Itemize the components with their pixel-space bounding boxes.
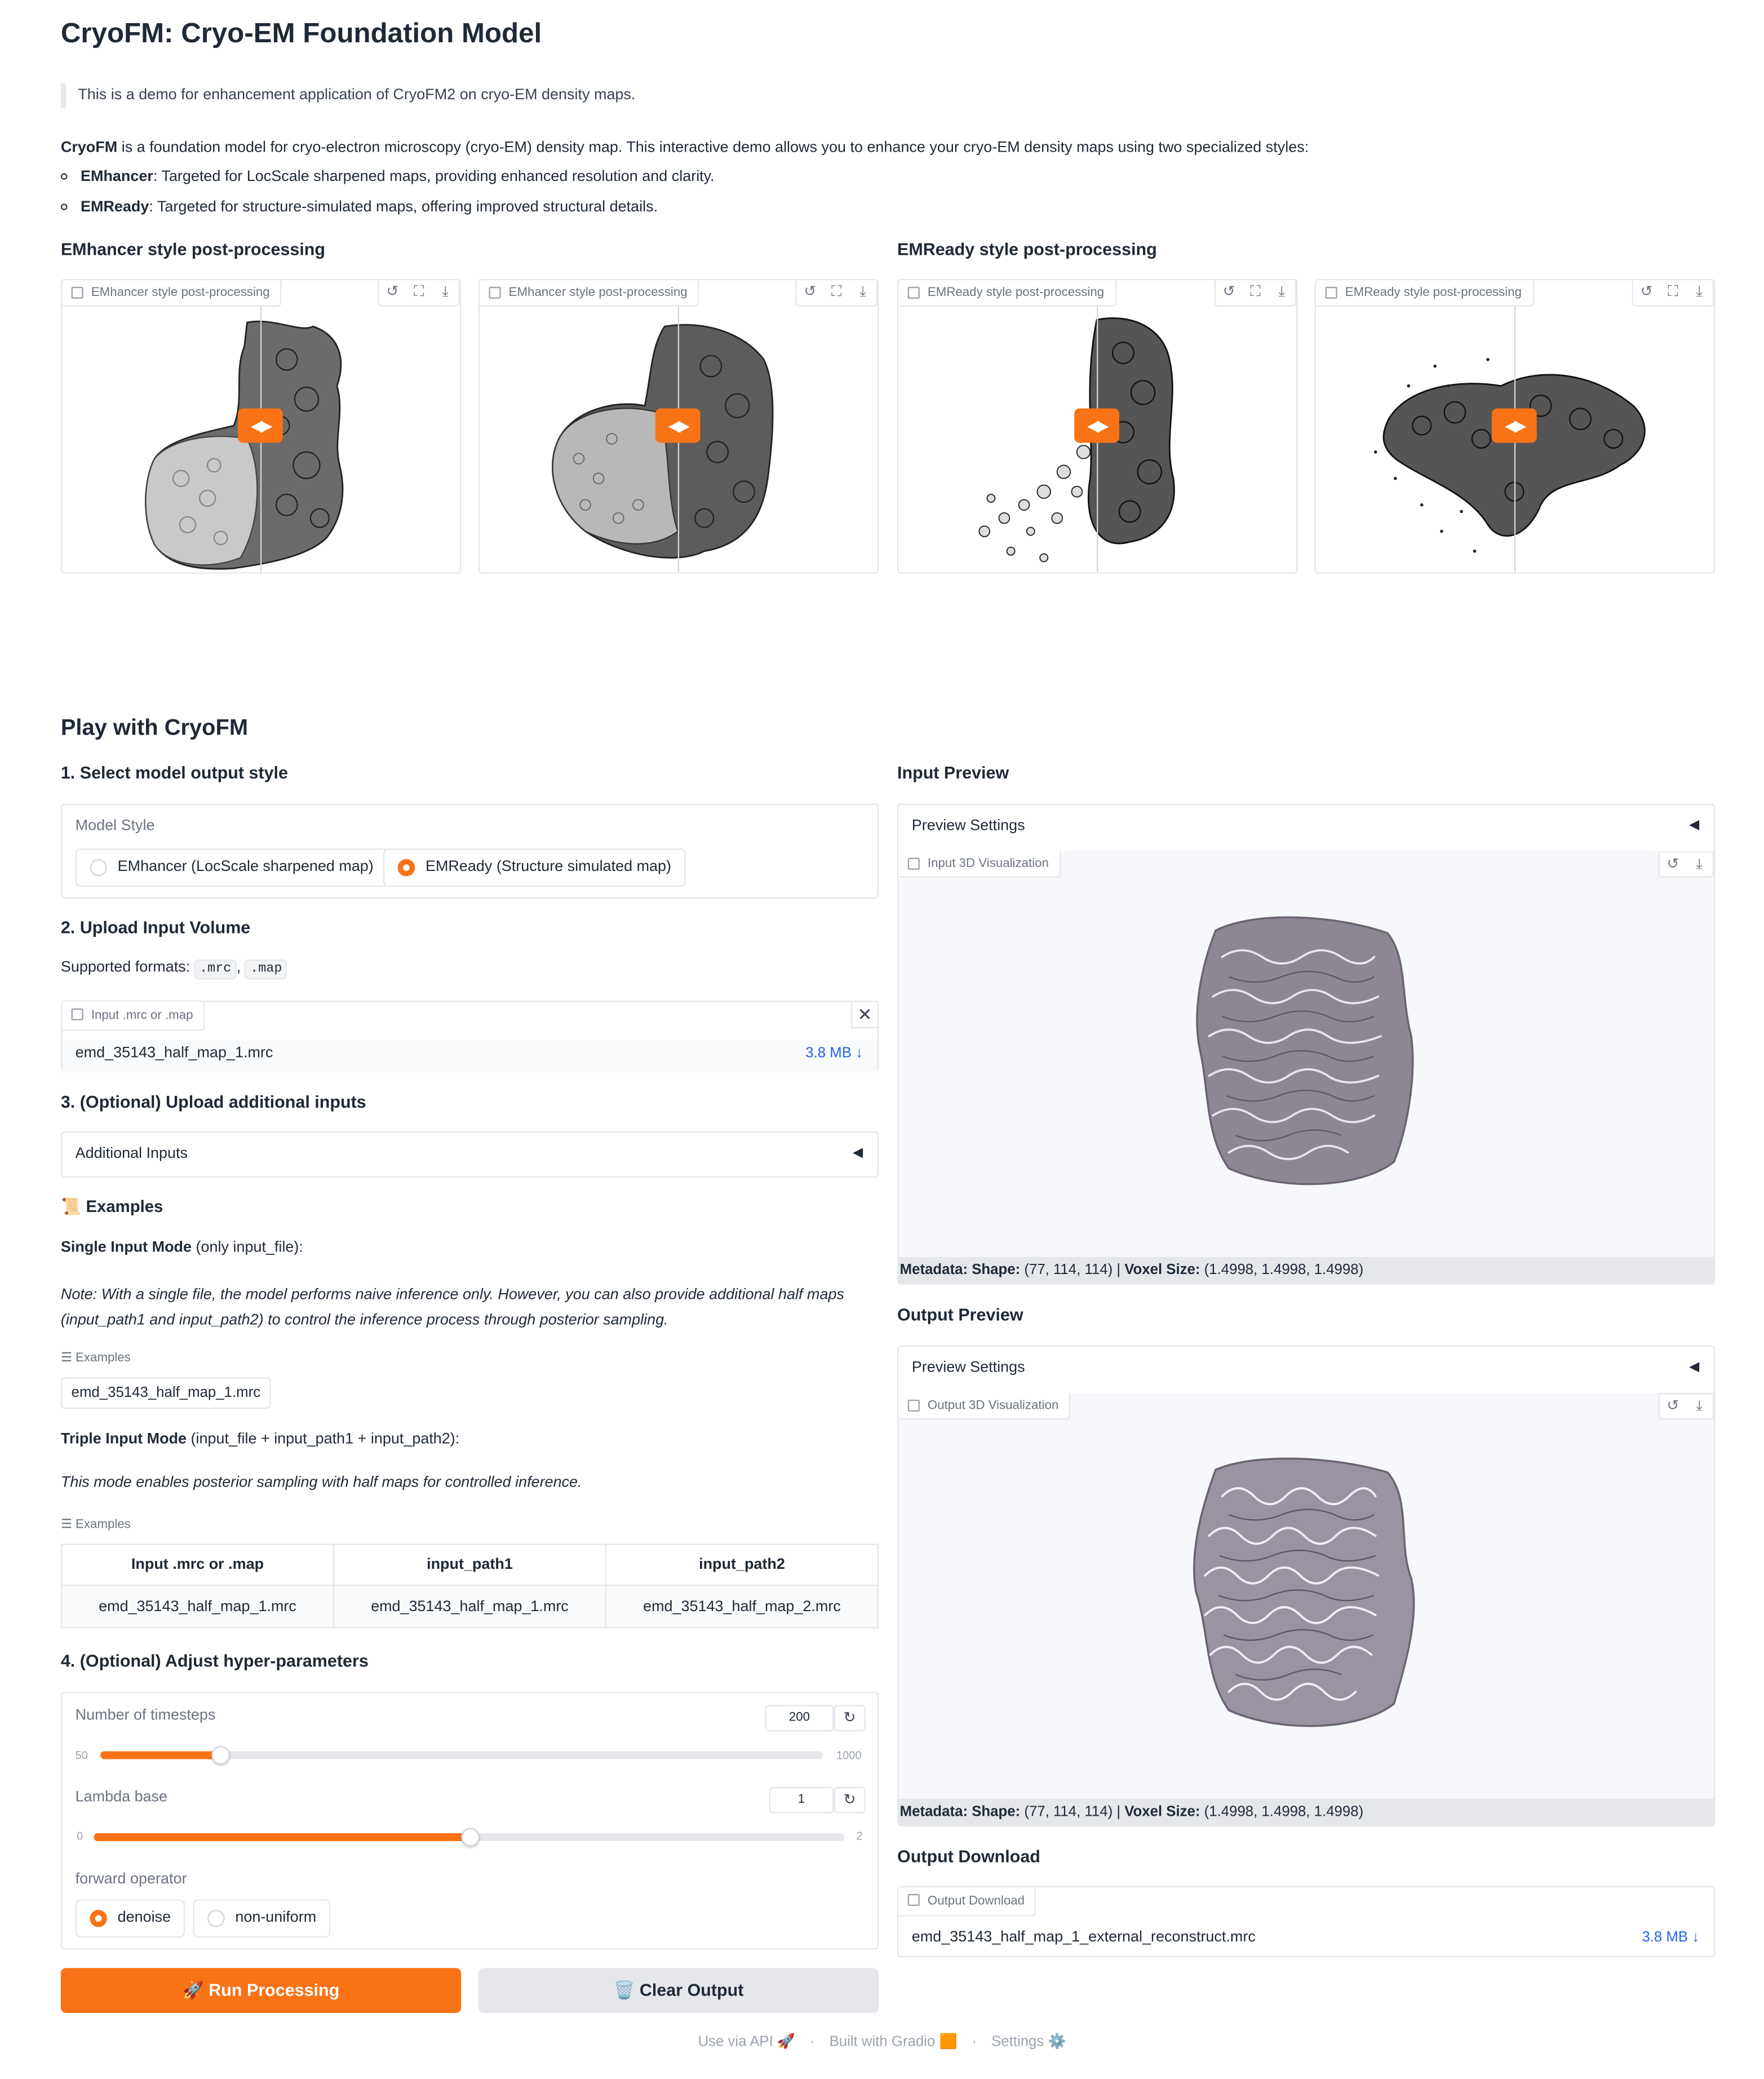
- download-icon[interactable]: ⤓: [1278, 284, 1285, 300]
- radio-circle: [207, 1910, 224, 1927]
- image-slider-4[interactable]: [1315, 279, 1715, 574]
- emready-heading: EMReady style post-processing: [897, 239, 1157, 259]
- output-preview-heading: Output Preview: [897, 1304, 1023, 1325]
- reset-icon[interactable]: ↻: [834, 1705, 865, 1732]
- step4-heading: 4. (Optional) Adjust hyper-parameters: [60, 1651, 369, 1671]
- slider-handle-icon[interactable]: ◀▶: [238, 408, 283, 443]
- step2-heading: 2. Upload Input Volume: [60, 917, 251, 937]
- preview-settings-label[interactable]: Preview Settings: [911, 1360, 1025, 1376]
- intro-bold: CryoFM: [60, 140, 118, 156]
- run-processing-button[interactable]: 🚀 Run Processing: [61, 1968, 461, 2013]
- viz-toolbar: [1658, 851, 1713, 878]
- radio-circle-selected: [90, 1910, 107, 1927]
- file-icon: [908, 1894, 920, 1906]
- image-label: EMhancer style post-processing: [62, 280, 282, 307]
- image-label: EMReady style post-processing: [898, 280, 1116, 307]
- download-icon[interactable]: ⤓: [1696, 856, 1703, 873]
- image-icon: [72, 287, 83, 299]
- lambda-input[interactable]: 1: [769, 1787, 834, 1813]
- image-toolbar: [1632, 280, 1714, 307]
- supported-formats: Supported formats: .mrc , .map: [61, 959, 287, 976]
- lambda-label: Lambda base: [75, 1789, 168, 1806]
- radio-circle-selected: [398, 859, 415, 876]
- image-icon: [908, 287, 920, 299]
- reset-icon[interactable]: ↻: [834, 1787, 865, 1813]
- timesteps-label: Number of timesteps: [75, 1708, 216, 1724]
- bullet-text: : Targeted for LocScale sharpened maps, providing enhanced resolution and clarity.: [153, 169, 715, 185]
- output-file-size[interactable]: 3.8 MB ↓: [1642, 1930, 1700, 1946]
- undo-icon[interactable]: ↺: [386, 284, 399, 300]
- slider-thumb[interactable]: [461, 1828, 480, 1847]
- additional-inputs-label: Additional Inputs: [75, 1145, 188, 1162]
- file-icon: [908, 1400, 920, 1412]
- fullscreen-icon[interactable]: ⛶: [414, 284, 424, 300]
- image-slider-1[interactable]: [61, 279, 461, 574]
- output-download-box[interactable]: [897, 1886, 1715, 1958]
- output-preview-panel: [897, 1346, 1715, 1826]
- output-download-heading: Output Download: [897, 1846, 1040, 1866]
- file-icon: [72, 1008, 83, 1020]
- fullscreen-icon[interactable]: ⛶: [1250, 284, 1261, 300]
- fullscreen-icon[interactable]: ⛶: [831, 284, 842, 300]
- clear-output-button[interactable]: 🗑️ Clear Output: [478, 1968, 879, 2013]
- input-metadata: Metadata: Shape: (77, 114, 114) | Voxel Size: (1.4998, 1.4998, 1.4998): [898, 1257, 1714, 1284]
- forward-operator-label: forward operator: [75, 1871, 187, 1888]
- output-3d-viewer[interactable]: [898, 1393, 1714, 1799]
- radio-emhancer[interactable]: EMhancer (LocScale sharpened map): [76, 848, 388, 887]
- undo-icon[interactable]: ↺: [804, 284, 817, 300]
- settings-link[interactable]: Settings ⚙️: [991, 2034, 1066, 2050]
- bullet-text: : Targeted for structure-simulated maps, offering improved structural details.: [149, 200, 658, 216]
- image-toolbar: [795, 280, 877, 307]
- list-icon: ☰: [60, 1517, 76, 1532]
- format-map: .map: [245, 959, 287, 979]
- upload-file-size[interactable]: 3.8 MB ↓: [805, 1045, 863, 1061]
- bullet-bold: EMReady: [81, 200, 149, 216]
- undo-icon[interactable]: ↺: [1222, 284, 1235, 300]
- built-with-gradio-link[interactable]: Built with Gradio 🟧: [829, 2034, 958, 2050]
- table-cell[interactable]: emd_35143_half_map_2.mrc: [606, 1585, 878, 1627]
- timesteps-input[interactable]: 200: [765, 1705, 834, 1732]
- table-header-row: [61, 1545, 878, 1586]
- output-metadata: Metadata: Shape: (77, 114, 114) | Voxel Size: (1.4998, 1.4998, 1.4998): [898, 1799, 1714, 1825]
- download-icon[interactable]: ⤓: [859, 284, 866, 300]
- examples-table: [61, 1543, 879, 1628]
- collapse-arrow-icon[interactable]: ◀: [852, 1145, 863, 1161]
- emhancer-heading: EMhancer style post-processing: [60, 239, 326, 259]
- table-header: input_path2: [606, 1545, 878, 1586]
- single-example-button[interactable]: emd_35143_half_map_1.mrc: [61, 1377, 271, 1409]
- upload-file-name[interactable]: emd_35143_half_map_1.mrc: [75, 1045, 273, 1061]
- input-preview-panel: [897, 804, 1715, 1285]
- slider-thumb[interactable]: [211, 1746, 230, 1764]
- model-style-label: Model Style: [75, 818, 155, 834]
- single-mode-text: Single Input Mode (only input_file):: [60, 1240, 303, 1256]
- undo-icon[interactable]: ↺: [1667, 1398, 1679, 1414]
- table-header: Input .mrc or .map: [61, 1545, 334, 1586]
- undo-icon[interactable]: ↺: [1640, 284, 1653, 300]
- download-icon[interactable]: ⤓: [1696, 1398, 1703, 1414]
- list-icon: ☰: [60, 1351, 76, 1365]
- input-3d-viewer[interactable]: [898, 851, 1714, 1257]
- viz-label: Input 3D Visualization: [898, 851, 1061, 878]
- triple-mode-text: Triple Input Mode (input_file + input_path1 + input_path2):: [60, 1431, 460, 1448]
- table-header: input_path1: [334, 1545, 606, 1586]
- image-label: EMReady style post-processing: [1316, 280, 1533, 307]
- image-toolbar: [378, 280, 460, 307]
- slider-handle-icon[interactable]: ◀▶: [655, 408, 701, 443]
- slider-fill: [94, 1833, 469, 1841]
- image-label: EMhancer style post-processing: [480, 280, 699, 307]
- image-slider-3[interactable]: [897, 279, 1297, 574]
- examples-label: ☰ Examples: [60, 1517, 131, 1532]
- radio-non-uniform[interactable]: non-uniform: [193, 1899, 331, 1938]
- intro-text: is a foundation model for cryo-electron microscopy (cryo-EM) density map. This interactive demo allows you to enhance your cryo-EM density maps using two specialized styles:: [117, 140, 1309, 156]
- radio-circle: [90, 859, 107, 876]
- output-file-name[interactable]: emd_35143_half_map_1_external_reconstruct.mrc: [911, 1930, 1256, 1946]
- input-volume-render: [1176, 904, 1427, 1202]
- upload-label: Input .mrc or .map: [62, 1002, 205, 1031]
- examples-label: ☰ Examples: [60, 1351, 131, 1365]
- viz-toolbar: [1658, 1393, 1713, 1419]
- image-icon: [489, 287, 501, 299]
- collapse-arrow-icon[interactable]: ◀: [1689, 1360, 1700, 1375]
- demo-quote: This is a demo for enhancement application of CryoFM2 on cryo-EM density maps.: [61, 83, 636, 109]
- lambda-min: 0: [76, 1829, 83, 1843]
- close-icon[interactable]: ✕: [851, 1002, 877, 1028]
- timesteps-max: 1000: [836, 1748, 862, 1762]
- image-slider-2[interactable]: [478, 279, 879, 574]
- footer: Use via API 🚀 · Built with Gradio 🟧 · Settings ⚙️: [698, 2034, 1066, 2050]
- image-icon: [1326, 287, 1337, 299]
- additional-inputs-accordion[interactable]: [61, 1131, 879, 1178]
- timesteps-slider[interactable]: [100, 1751, 823, 1759]
- download-icon[interactable]: ⤓: [1696, 284, 1703, 300]
- use-via-api-link[interactable]: Use via API 🚀: [698, 2034, 796, 2050]
- step3-heading: 3. (Optional) Upload additional inputs: [60, 1091, 366, 1112]
- page-title: CryoFM: Cryo-EM Foundation Model: [60, 18, 542, 49]
- radio-emready[interactable]: EMReady (Structure simulated map): [383, 848, 686, 887]
- viz-label: Output 3D Visualization: [898, 1393, 1070, 1419]
- single-mode-note: Note: With a single file, the model performs naive inference only. However, you can also provide additional half maps (input_path1 and input_path2) to control the inference process through posterior sampling.: [60, 1287, 844, 1329]
- file-upload[interactable]: [61, 1001, 879, 1072]
- image-toolbar: [1215, 280, 1296, 307]
- hyperparams-card: [61, 1692, 879, 1949]
- table-row[interactable]: [61, 1585, 878, 1627]
- output-volume-render: [1176, 1446, 1427, 1744]
- step1-heading: 1. Select model output style: [60, 762, 288, 783]
- lambda-slider[interactable]: [94, 1833, 844, 1841]
- slider-handle-icon[interactable]: ◀▶: [1492, 408, 1537, 443]
- input-preview-heading: Input Preview: [897, 762, 1009, 783]
- examples-heading: 📜 Examples: [60, 1197, 163, 1217]
- preview-settings-label[interactable]: Preview Settings: [911, 818, 1025, 834]
- play-heading: Play with CryoFM: [60, 715, 249, 740]
- bullet-emhancer: [61, 169, 715, 185]
- model-style-group: [61, 804, 879, 899]
- undo-icon[interactable]: ↺: [1667, 856, 1679, 873]
- table-cell[interactable]: emd_35143_half_map_1.mrc: [61, 1585, 334, 1627]
- fullscreen-icon[interactable]: ⛶: [1668, 284, 1678, 300]
- format-mrc: .mrc: [194, 959, 237, 979]
- timesteps-min: 50: [75, 1748, 88, 1762]
- slider-handle-icon[interactable]: ◀▶: [1074, 408, 1119, 443]
- collapse-arrow-icon[interactable]: ◀: [1689, 818, 1700, 833]
- download-icon[interactable]: ⤓: [442, 284, 449, 300]
- bullet-emready: [61, 200, 658, 215]
- table-cell[interactable]: emd_35143_half_map_1.mrc: [334, 1585, 606, 1627]
- lambda-max: 2: [856, 1829, 863, 1843]
- slider-fill: [100, 1751, 219, 1759]
- intro-paragraph: [61, 138, 1713, 159]
- triple-mode-note: This mode enables posterior sampling with half maps for controlled inference.: [60, 1475, 582, 1491]
- file-icon: [908, 858, 920, 870]
- radio-denoise[interactable]: denoise: [76, 1899, 185, 1938]
- bullet-bold: EMhancer: [81, 169, 153, 185]
- output-download-label: Output Download: [898, 1887, 1036, 1917]
